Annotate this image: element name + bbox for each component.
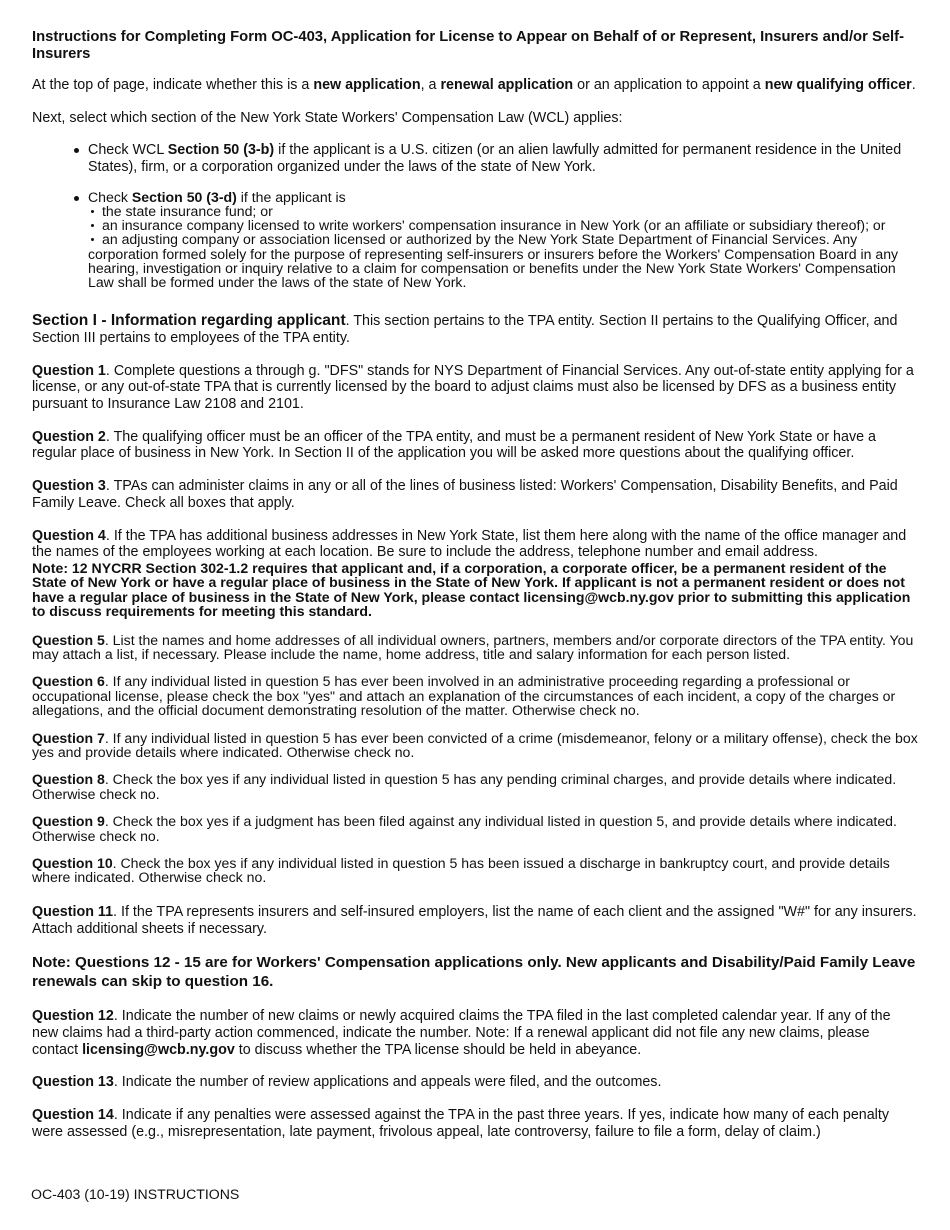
residency-note: Note: 12 NYCRR Section 302-1.2 requires that applicant and, if a corporation, a corporate officer, be a permanent resident of the State of New York or have a regular place of business in the State of New York. If applicant is not a permanent resident or does not have a regular place of business in the State of New York, please contact licensing@wcb.ny.gov prior to submitting this application to discuss requirements for meeting this standard. bbox=[32, 559, 911, 620]
question-1: Question 1. Complete questions a through g. "DFS" stands for NYS Department of Financial Services. Any out-of-state entity applying for a license, or any out-of-state TPA that is currently licensed by the board to adjust claims must also be licensed by DFS as a business entity pursuant to Insurance Law 2108 and 2101. bbox=[32, 362, 914, 413]
section-1-intro: Section I - Information regarding applicant. This section pertains to the TPA entity. Section II pertains to the Qualifying Officer, and Section III pertains to employees of the TPA entity. bbox=[32, 312, 898, 346]
page-title: Instructions for Completing Form OC-403, Application for License to Appear on Behalf of or Represent, Insurers and/or Self-Insurers bbox=[32, 29, 905, 62]
section-1-heading: Section I - Information regarding applicant bbox=[32, 312, 346, 330]
question-7: Question 7. If any individual listed in question 5 has ever been convicted of a crime (misdemeanor, felony or a military offense), check the box yes and provide details where indicated. Otherwise check no. bbox=[32, 729, 918, 761]
question-8: Question 8. Check the box yes if any individual listed in question 5 has any pending criminal charges, and provide details where indicated. Otherwise check no. bbox=[32, 771, 897, 802]
question-2: Question 2. The qualifying officer must be an officer of the TPA entity, and must be a permanent resident of New York State or have a regular place of business in New York. In Section II of the application you will be asked more questions about the qualifying officer. bbox=[32, 428, 876, 462]
question-3: Question 3. TPAs can administer claims in any or all of the lines of business listed: Workers' Compensation, Disability Benefits, and Paid Family Leave. Check all boxes that apply. bbox=[32, 478, 898, 511]
question-12: Question 12. Indicate the number of new claims or newly acquired claims the TPA filed in the last completed calendar year. If any of the new claims had a third-party action commenced, indicate the number. Note: If a renewal applicant did not file any new claims, please contact licensing@wcb.ny.gov to discuss whether the TPA license should be held in abeyance. bbox=[32, 1008, 891, 1058]
question-11: Question 11. If the TPA represents insurers and self-insured employers, list the name of each client and the assigned "W#" for any insurers. Attach additional sheets if necessary. bbox=[32, 903, 917, 937]
renewal-application-term: renewal application bbox=[440, 77, 574, 93]
licensing-email: licensing@wcb.ny.gov bbox=[82, 1041, 235, 1058]
section-50-3d-sublist bbox=[88, 204, 918, 247]
sub-item: the state insurance fund; or bbox=[102, 204, 918, 218]
question-5: Question 5. List the names and home addresses of all individual owners, partners, members and/or corporate directors of the TPA entity. You may attach a list, if necessary. Please include the name, home address, title and salary information for each person listed. bbox=[32, 631, 914, 662]
new-application-term: new application bbox=[313, 77, 421, 93]
intro-wcl-section: Next, select which section of the New York State Workers' Compensation Law (WCL) applies: bbox=[32, 109, 623, 126]
question-9: Question 9. Check the box yes if a judgment has been filed against any individual listed in question 5, and provide details where indicated. Otherwise check no. bbox=[32, 813, 897, 844]
question-4: Question 4. If the TPA has additional business addresses in New York State, list them here along with the name of the office manager and the names of the employees working at each location. Be sure to include the address, telephone number and email address. bbox=[32, 527, 907, 561]
bullet-section-50-3b: Check WCL Section 50 (3-b) if the applicant is a U.S. citizen (or an alien lawfully admitted for permanent residence in the United States), firm, or a corporation organized under the laws of the state of New York. bbox=[88, 142, 918, 175]
question-6: Question 6. If any individual listed in question 5 has ever been involved in an administrative proceeding regarding a professional or occupational license, please check the box "yes" and attach an explanation of the circumstances of each incident, a copy of the charges or allegations, and the official document demonstrating resolution of the matter. Otherwise check no. bbox=[32, 673, 896, 719]
question-10: Question 10. Check the box yes if any individual listed in question 5 has been issued a discharge in bankruptcy court, and provide details where indicated. Otherwise check no. bbox=[32, 855, 890, 886]
intro-application-type: At the top of page, indicate whether this is a new application, a renewal application or an application to appoint a new qualifying officer. bbox=[32, 77, 916, 93]
instructions-page bbox=[32, 29, 918, 1141]
question-13: Question 13. Indicate the number of review applications and appeals were filed, and the outcomes. bbox=[32, 1074, 662, 1091]
question-14: Question 14. Indicate if any penalties were assessed against the TPA in the past three years. If yes, indicate how many of each penalty were assessed (e.g., misrepresentation, late payment, frivolous appeal, late controversy, failure to file a form, delay of claim.) bbox=[32, 1107, 889, 1140]
sub-item: an adjusting company or association licensed or authorized by the New York State Department of Financial Services. Any bbox=[102, 232, 918, 246]
section-50-3d-continuation: corporation formed solely for the purpose of representing self-insurers or insurers before the Workers' Compensation Board in any hearing, investigation or inquiry relative to a claim for compensation or benefits under the New York State Workers' Compensation Law shall be formed under the laws of the state of New York. bbox=[88, 245, 899, 291]
note-questions-12-15: Note: Questions 12 - 15 are for Workers' Compensation applications only. New applicants and Disability/Paid Family Leave renewals can skip to question 16. bbox=[32, 954, 916, 991]
bullet-section-50-3d: Check Section 50 (3-d) if the applicant is the state insurance fund; or an insurance company licensed to write workers' compensation insurance in New York (or an affiliate or subsidiary thereof); or an adjusting company or association licensed or authorized by the New York State Department of Financial Services. Any corporation formed solely for the purpose of representing self-insurers or insurers before the Workers' Compensation Board in any hearing, investigation or inquiry relative to a claim for compensation or benefits under the New York State Workers' Compensation Law shall be formed under the laws of the state of New York. bbox=[88, 190, 918, 289]
form-footer: OC-403 (10-19) INSTRUCTIONS bbox=[31, 1186, 240, 1202]
new-qualifying-officer-term: new qualifying officer bbox=[764, 77, 912, 93]
sub-item: an insurance company licensed to write workers' compensation insurance in New York (or an affiliate or subsidiary thereof); or bbox=[102, 218, 918, 232]
wcl-section-list bbox=[32, 142, 918, 289]
